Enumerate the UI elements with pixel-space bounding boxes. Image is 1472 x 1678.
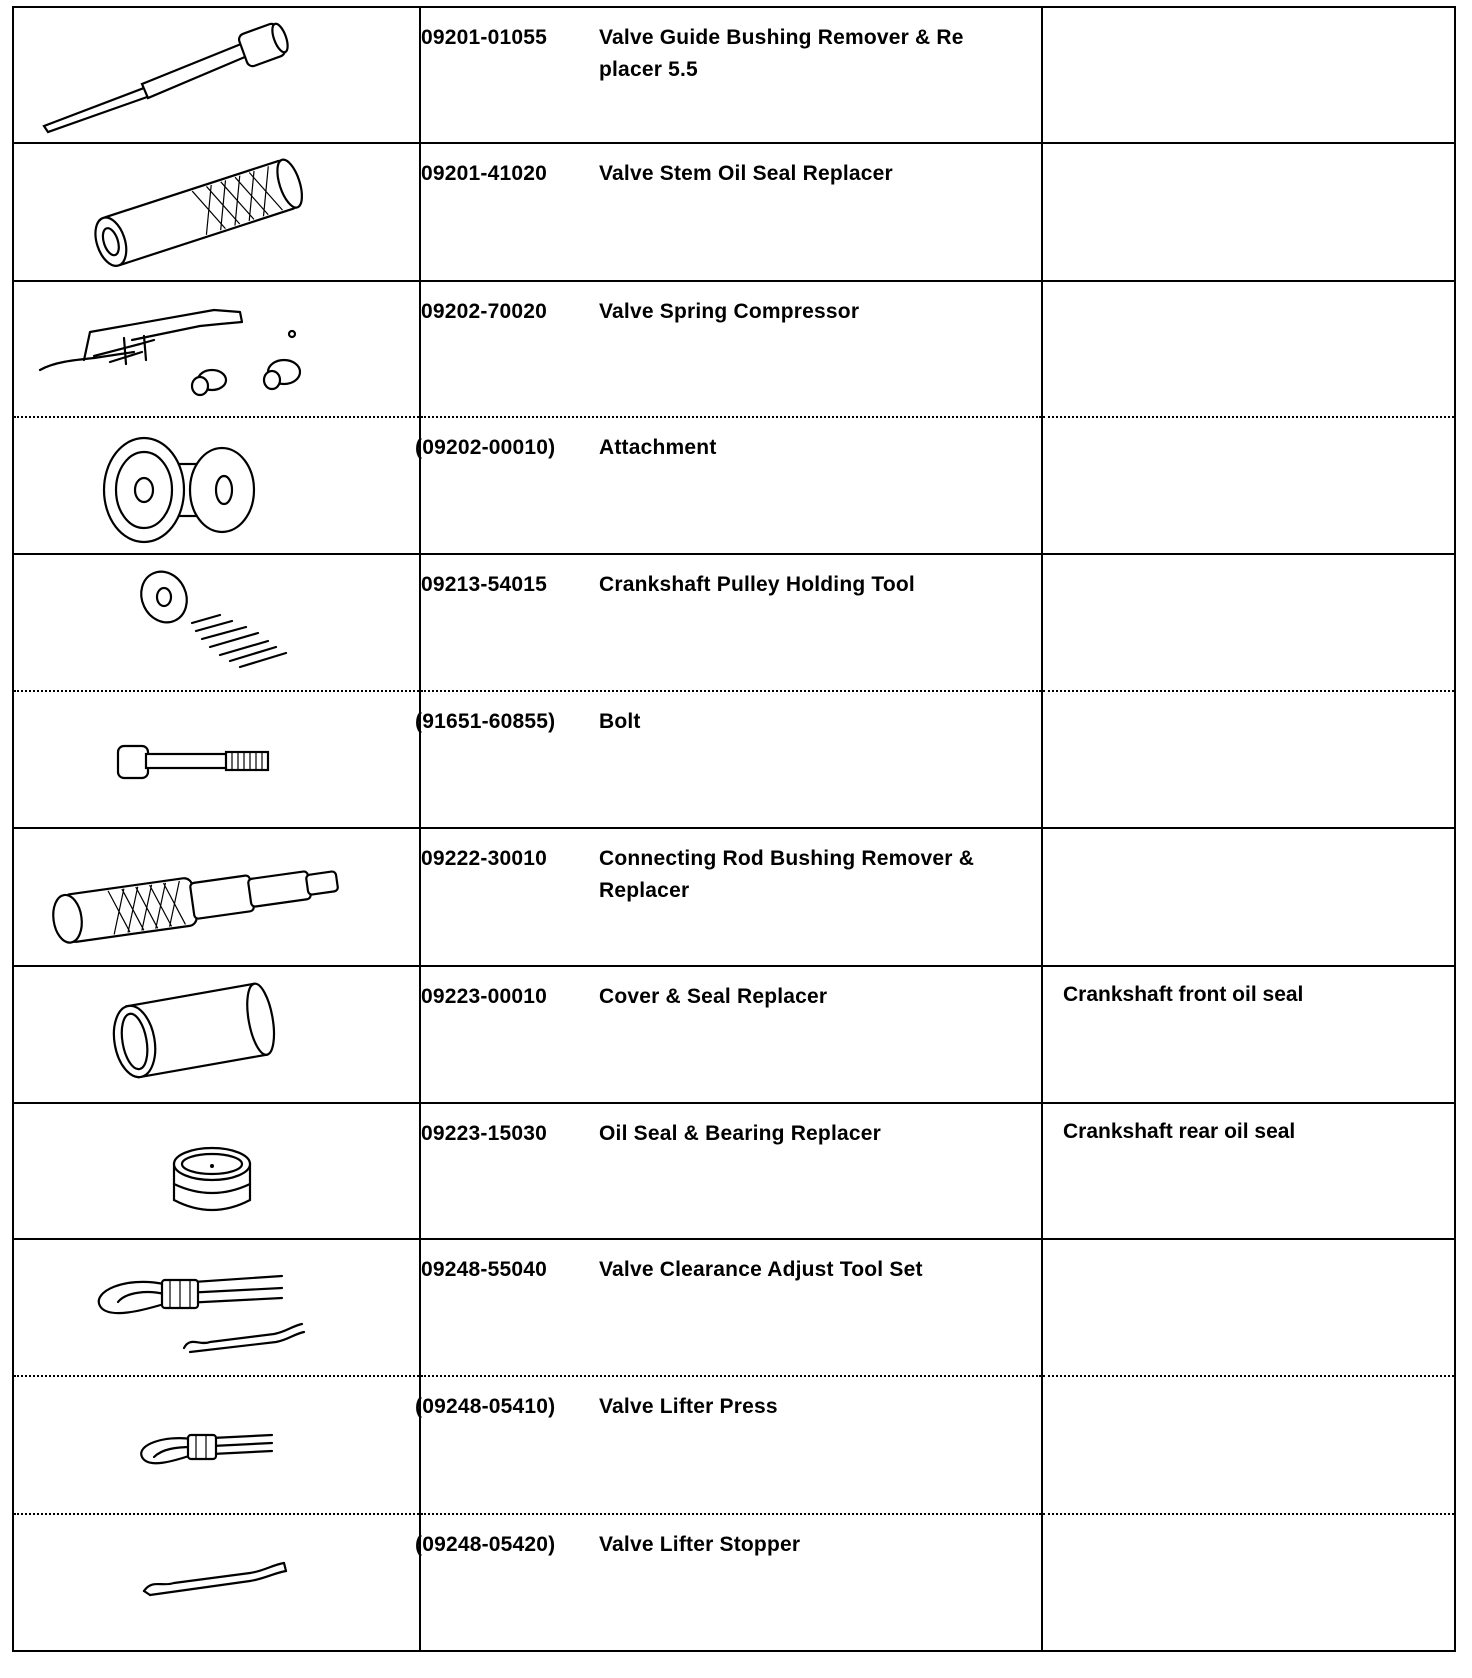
tool-illustration-cell [13,1376,420,1514]
tool-note [1043,1377,1454,1389]
tool-name: Oil Seal & Bearing Replacer [599,1122,882,1145]
tool-note [1043,1240,1454,1252]
part-number: 09222-30010 [421,847,547,870]
table-row [13,281,1455,417]
tool-note-cell [1042,1239,1455,1376]
tool-note [1043,418,1454,430]
rod-icon [14,8,414,142]
part-number: 09248-55040 [421,1258,547,1281]
part-number: 09223-15030 [421,1122,547,1145]
part-number: (09248-05410) [415,1395,556,1418]
tool-note-cell [1042,7,1455,143]
part-number: 09202-70020 [421,300,547,323]
tool-note-cell [1042,828,1455,966]
tool-name: Cover & Seal Replacer [599,985,828,1008]
tool-note-cell [1042,1103,1455,1239]
tool-note: Crankshaft front oil seal [1063,983,1304,1006]
tool-illustration-cell [13,1514,420,1651]
table-row [13,1239,1455,1376]
table-row [13,7,1455,143]
table-row [13,554,1455,691]
tool-illustration-cell [13,554,420,691]
tool-illustration-cell [13,417,420,554]
clearance-tool-set-icon [14,1240,414,1375]
attachment-icon [14,418,414,553]
tool-note-cell [1042,1514,1455,1651]
tool-name: Valve Clearance Adjust Tool Set [599,1258,923,1281]
tool-note-cell [1042,691,1455,828]
tool-name: Valve Spring Compressor [599,300,860,323]
stepped-shaft-icon [14,829,414,965]
table-row [13,691,1455,828]
knurled-tube-icon [14,144,414,280]
tool-note-cell [1042,1376,1455,1514]
table-row [13,1376,1455,1514]
bolt-icon [14,692,414,827]
tool-name: Valve Guide Bushing Remover & Re placer 5.5 [599,26,964,81]
tool-illustration-cell [13,143,420,281]
tool-illustration-cell [13,691,420,828]
tool-note [1043,1515,1454,1527]
tools-table [12,6,1456,1652]
tool-note-cell [1042,281,1455,417]
tool-description-cell [420,281,1042,417]
tool-note [1043,282,1454,294]
tool-illustration-cell [13,966,420,1103]
tool-note-cell [1042,554,1455,691]
part-number: 09201-41020 [421,162,547,185]
spring-compressor-icon [14,282,414,416]
tool-illustration-cell [13,828,420,966]
tool-description-cell [415,1376,1042,1514]
tool-note [1043,144,1454,156]
tool-note-cell [1042,143,1455,281]
table-row [13,143,1455,281]
table-row [13,417,1455,554]
part-number: 09201-01055 [421,26,547,49]
tool-illustration-cell [13,7,420,143]
cup-replacer-icon [14,1104,414,1238]
tool-note [1043,8,1454,20]
tool-description-cell [415,691,1042,828]
tool-name: Bolt [599,710,641,733]
tool-note [1043,555,1454,567]
tool-description-cell [415,1514,1042,1651]
cylinder-sleeve-icon [14,967,414,1102]
table-row [13,1103,1455,1239]
tool-illustration-cell [13,1239,420,1376]
tool-illustration-cell [13,281,420,417]
tool-note-cell [1042,417,1455,554]
tool-name: Connecting Rod Bushing Remover & Replacer [599,847,975,902]
table-row [13,828,1455,966]
tool-description-cell [420,7,1042,143]
part-number: (91651-60855) [415,710,556,733]
tool-description-cell [420,1239,1042,1376]
tool-description-cell [420,143,1042,281]
lifter-stopper-icon [14,1515,414,1650]
part-number: (09248-05420) [415,1533,556,1556]
tool-name: Crankshaft Pulley Holding Tool [599,573,915,596]
tool-note [1043,692,1454,704]
tool-note-cell [1042,966,1455,1103]
tool-note: Crankshaft rear oil seal [1063,1120,1296,1143]
tool-name: Valve Stem Oil Seal Replacer [599,162,893,185]
lifter-press-icon [14,1377,414,1513]
special-service-tools-sheet [12,6,1452,1658]
part-number: 09223-00010 [421,985,547,1008]
tool-description-cell [420,966,1042,1103]
pulley-holding-tool-icon [14,555,414,690]
tool-description-cell [415,417,1042,554]
tool-illustration-cell [13,1103,420,1239]
table-row [13,1514,1455,1651]
tool-name: Attachment [599,436,717,459]
table-row [13,966,1455,1103]
tool-note [1043,829,1454,841]
part-number: 09213-54015 [421,573,547,596]
tool-description-cell [420,1103,1042,1239]
tool-description-cell [420,554,1042,691]
tool-name: Valve Lifter Press [599,1395,778,1418]
part-number: (09202-00010) [415,436,556,459]
tool-description-cell [420,828,1042,966]
tool-name: Valve Lifter Stopper [599,1533,801,1556]
